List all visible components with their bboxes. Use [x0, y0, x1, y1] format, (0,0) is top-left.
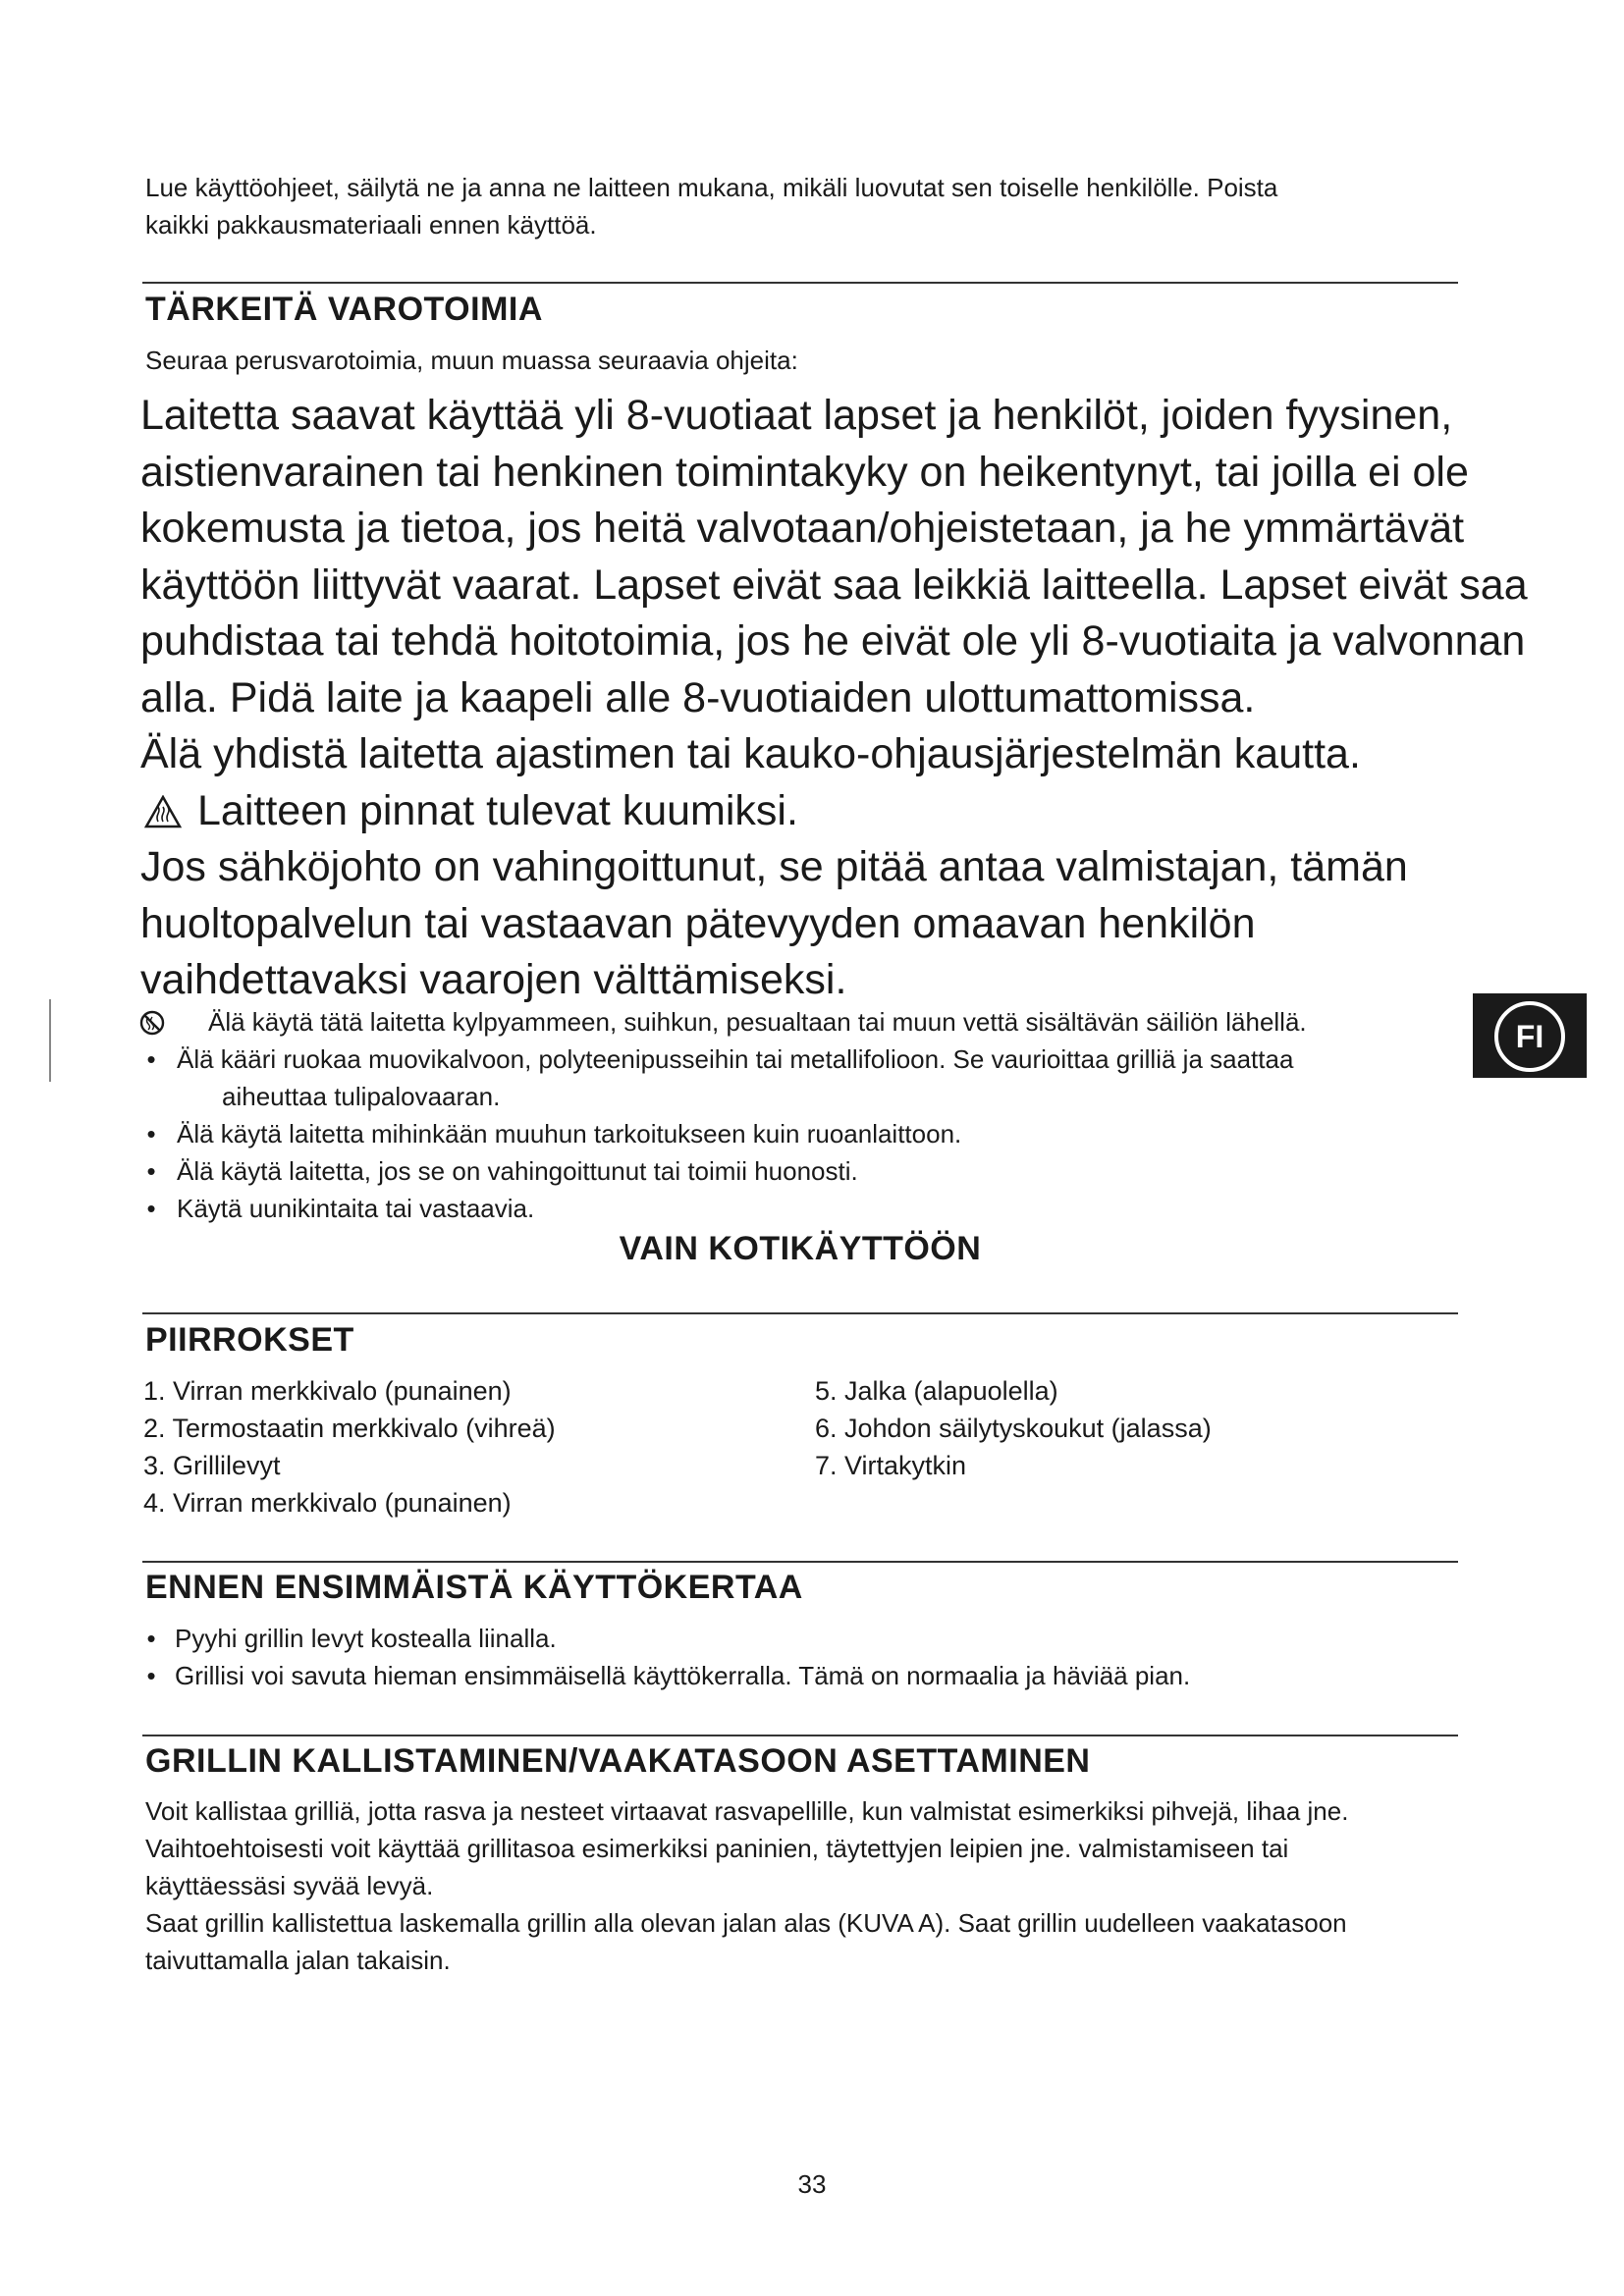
- hot-surface-text: Laitteen pinnat tulevat kuumiksi.: [197, 786, 798, 834]
- language-tab: [1473, 993, 1587, 1078]
- section-divider: [142, 1735, 1458, 1736]
- safety-line: Laitetta saavat käyttää yli 8-vuotiaat lapset ja henkilöt, joiden fyysinen,: [140, 392, 1453, 439]
- intro-line: kaikki pakkausmateriaali ennen käyttöä.: [145, 210, 597, 240]
- water-warning-text: Älä käytä tätä laitetta kylpyammeen, suihkun, pesualtaan tai muun vettä sisältävän säiliön lähellä.: [208, 1007, 1307, 1037]
- first-use-list: [137, 1620, 1453, 1694]
- parts-column-right: [815, 1372, 1212, 1484]
- tilting-line: Saat grillin kallistettua laskemalla grillin alla olevan jalan alas (KUVA A). Saat grillin uudelleen vaakatasoon: [145, 1908, 1347, 1938]
- water-warning-row: [137, 1003, 1453, 1041]
- list-item: • Älä kääri ruokaa muovikalvoon, polyteenipusseihin tai metallifolioon. Se vaurioittaa grilliä ja saattaa: [146, 1044, 1294, 1074]
- safety-line: alla. Pidä laite ja kaapeli alle 8-vuotiaiden ulottumattomissa.: [140, 673, 1256, 721]
- hot-surface-line: [140, 783, 1515, 840]
- page-number: 33: [797, 2169, 827, 2199]
- household-use-notice: VAIN KOTIKÄYTTÖÖN: [619, 1230, 982, 1267]
- list-item: • Älä käytä laitetta, jos se on vahingoittunut tai toimii huonosti.: [146, 1156, 858, 1186]
- safety-line: vaihdettavaksi vaarojen välttämiseksi.: [140, 956, 847, 1003]
- no-water-icon: [139, 1010, 165, 1036]
- section-divider: [142, 1561, 1458, 1563]
- list-item: 3. Grillilevyt: [143, 1451, 281, 1480]
- list-item: 4. Virran merkkivalo (punainen): [143, 1488, 512, 1518]
- language-label: FI: [1494, 1001, 1565, 1072]
- safety-line: Jos sähköjohto on vahingoittunut, se pitää antaa valmistajan, tämän: [140, 843, 1408, 890]
- tilting-line: taivuttamalla jalan takaisin.: [145, 1946, 451, 1975]
- safety-line: käyttöön liittyvät vaarat. Lapset eivät saa leikkiä laitteella. Lapset eivät saa: [140, 561, 1528, 609]
- first-use-heading: ENNEN ENSIMMÄISTÄ KÄYTTÖKERTAA: [145, 1569, 803, 1606]
- safety-line: huoltopalvelun tai vastaavan pätevyyden omaavan henkilön: [140, 899, 1256, 947]
- list-item: 2. Termostaatin merkkivalo (vihreä): [143, 1414, 556, 1443]
- list-item: • Pyyhi grillin levyt kostealla liinalla.: [146, 1624, 557, 1653]
- safety-large-text: [140, 388, 1528, 1009]
- intro-paragraph: [145, 169, 1461, 243]
- safety-line: aistienvarainen tai henkinen toimintakyky on heikentynyt, tai joilla ei ole: [140, 448, 1469, 496]
- parts-heading: PIIRROKSET: [145, 1321, 354, 1359]
- list-item: 1. Virran merkkivalo (punainen): [143, 1376, 512, 1406]
- tilting-line: käyttäessäsi syvää levyä.: [145, 1871, 434, 1900]
- tilting-line: Voit kallistaa grilliä, jotta rasva ja nesteet virtaavat rasvapellille, kun valmistat esimerkiksi pihvejä, lihaa jne.: [145, 1796, 1349, 1826]
- section-divider: [142, 282, 1458, 284]
- margin-mark: [49, 999, 51, 1082]
- safety-line: puhdistaa tai tehdä hoitotoimia, jos he eivät ole yli 8-vuotiaita ja valvonnan: [140, 617, 1526, 665]
- tilting-heading: GRILLIN KALLISTAMINEN/VAAKATASOON ASETTAMINEN: [145, 1742, 1091, 1780]
- list-item: • Älä käytä laitetta mihinkään muuhun tarkoitukseen kuin ruoanlaittoon.: [146, 1119, 962, 1148]
- safety-heading: TÄRKEITÄ VAROTOIMIA: [145, 291, 543, 328]
- list-item: • Grillisi voi savuta hieman ensimmäisellä käyttökerralla. Tämä on normaalia ja häviää pian.: [146, 1661, 1191, 1690]
- list-item: 5. Jalka (alapuolella): [815, 1376, 1058, 1406]
- tilting-line: Vaihtoehtoisesti voit käyttää grillitasoa esimerkiksi paninien, täytettyjen leipien jne. valmistamiseen tai: [145, 1834, 1289, 1863]
- tilting-paragraph: [145, 1792, 1481, 1979]
- intro-line: Lue käyttöohjeet, säilytä ne ja anna ne laitteen mukana, mikäli luovutat sen toiselle henkilölle. Poista: [145, 173, 1278, 202]
- safety-line: kokemusta ja tietoa, jos heitä valvotaan/ohjeistetaan, ja he ymmärtävät: [140, 505, 1465, 552]
- safety-bullet-list: [137, 1003, 1453, 1227]
- section-divider: [142, 1312, 1458, 1314]
- list-item: • Käytä uunikintaita tai vastaavia.: [146, 1194, 535, 1223]
- list-item-continuation: aiheuttaa tulipalovaaran.: [222, 1082, 501, 1111]
- parts-column-left: [143, 1372, 556, 1522]
- safety-subheading: Seuraa perusvarotoimia, muun muassa seuraavia ohjeita:: [145, 346, 798, 375]
- hot-surface-warning-icon: [144, 795, 182, 828]
- list-item: 6. Johdon säilytyskoukut (jalassa): [815, 1414, 1212, 1443]
- safety-line: Älä yhdistä laitetta ajastimen tai kauko-ohjausjärjestelmän kautta.: [140, 730, 1361, 777]
- list-item: 7. Virtakytkin: [815, 1451, 967, 1480]
